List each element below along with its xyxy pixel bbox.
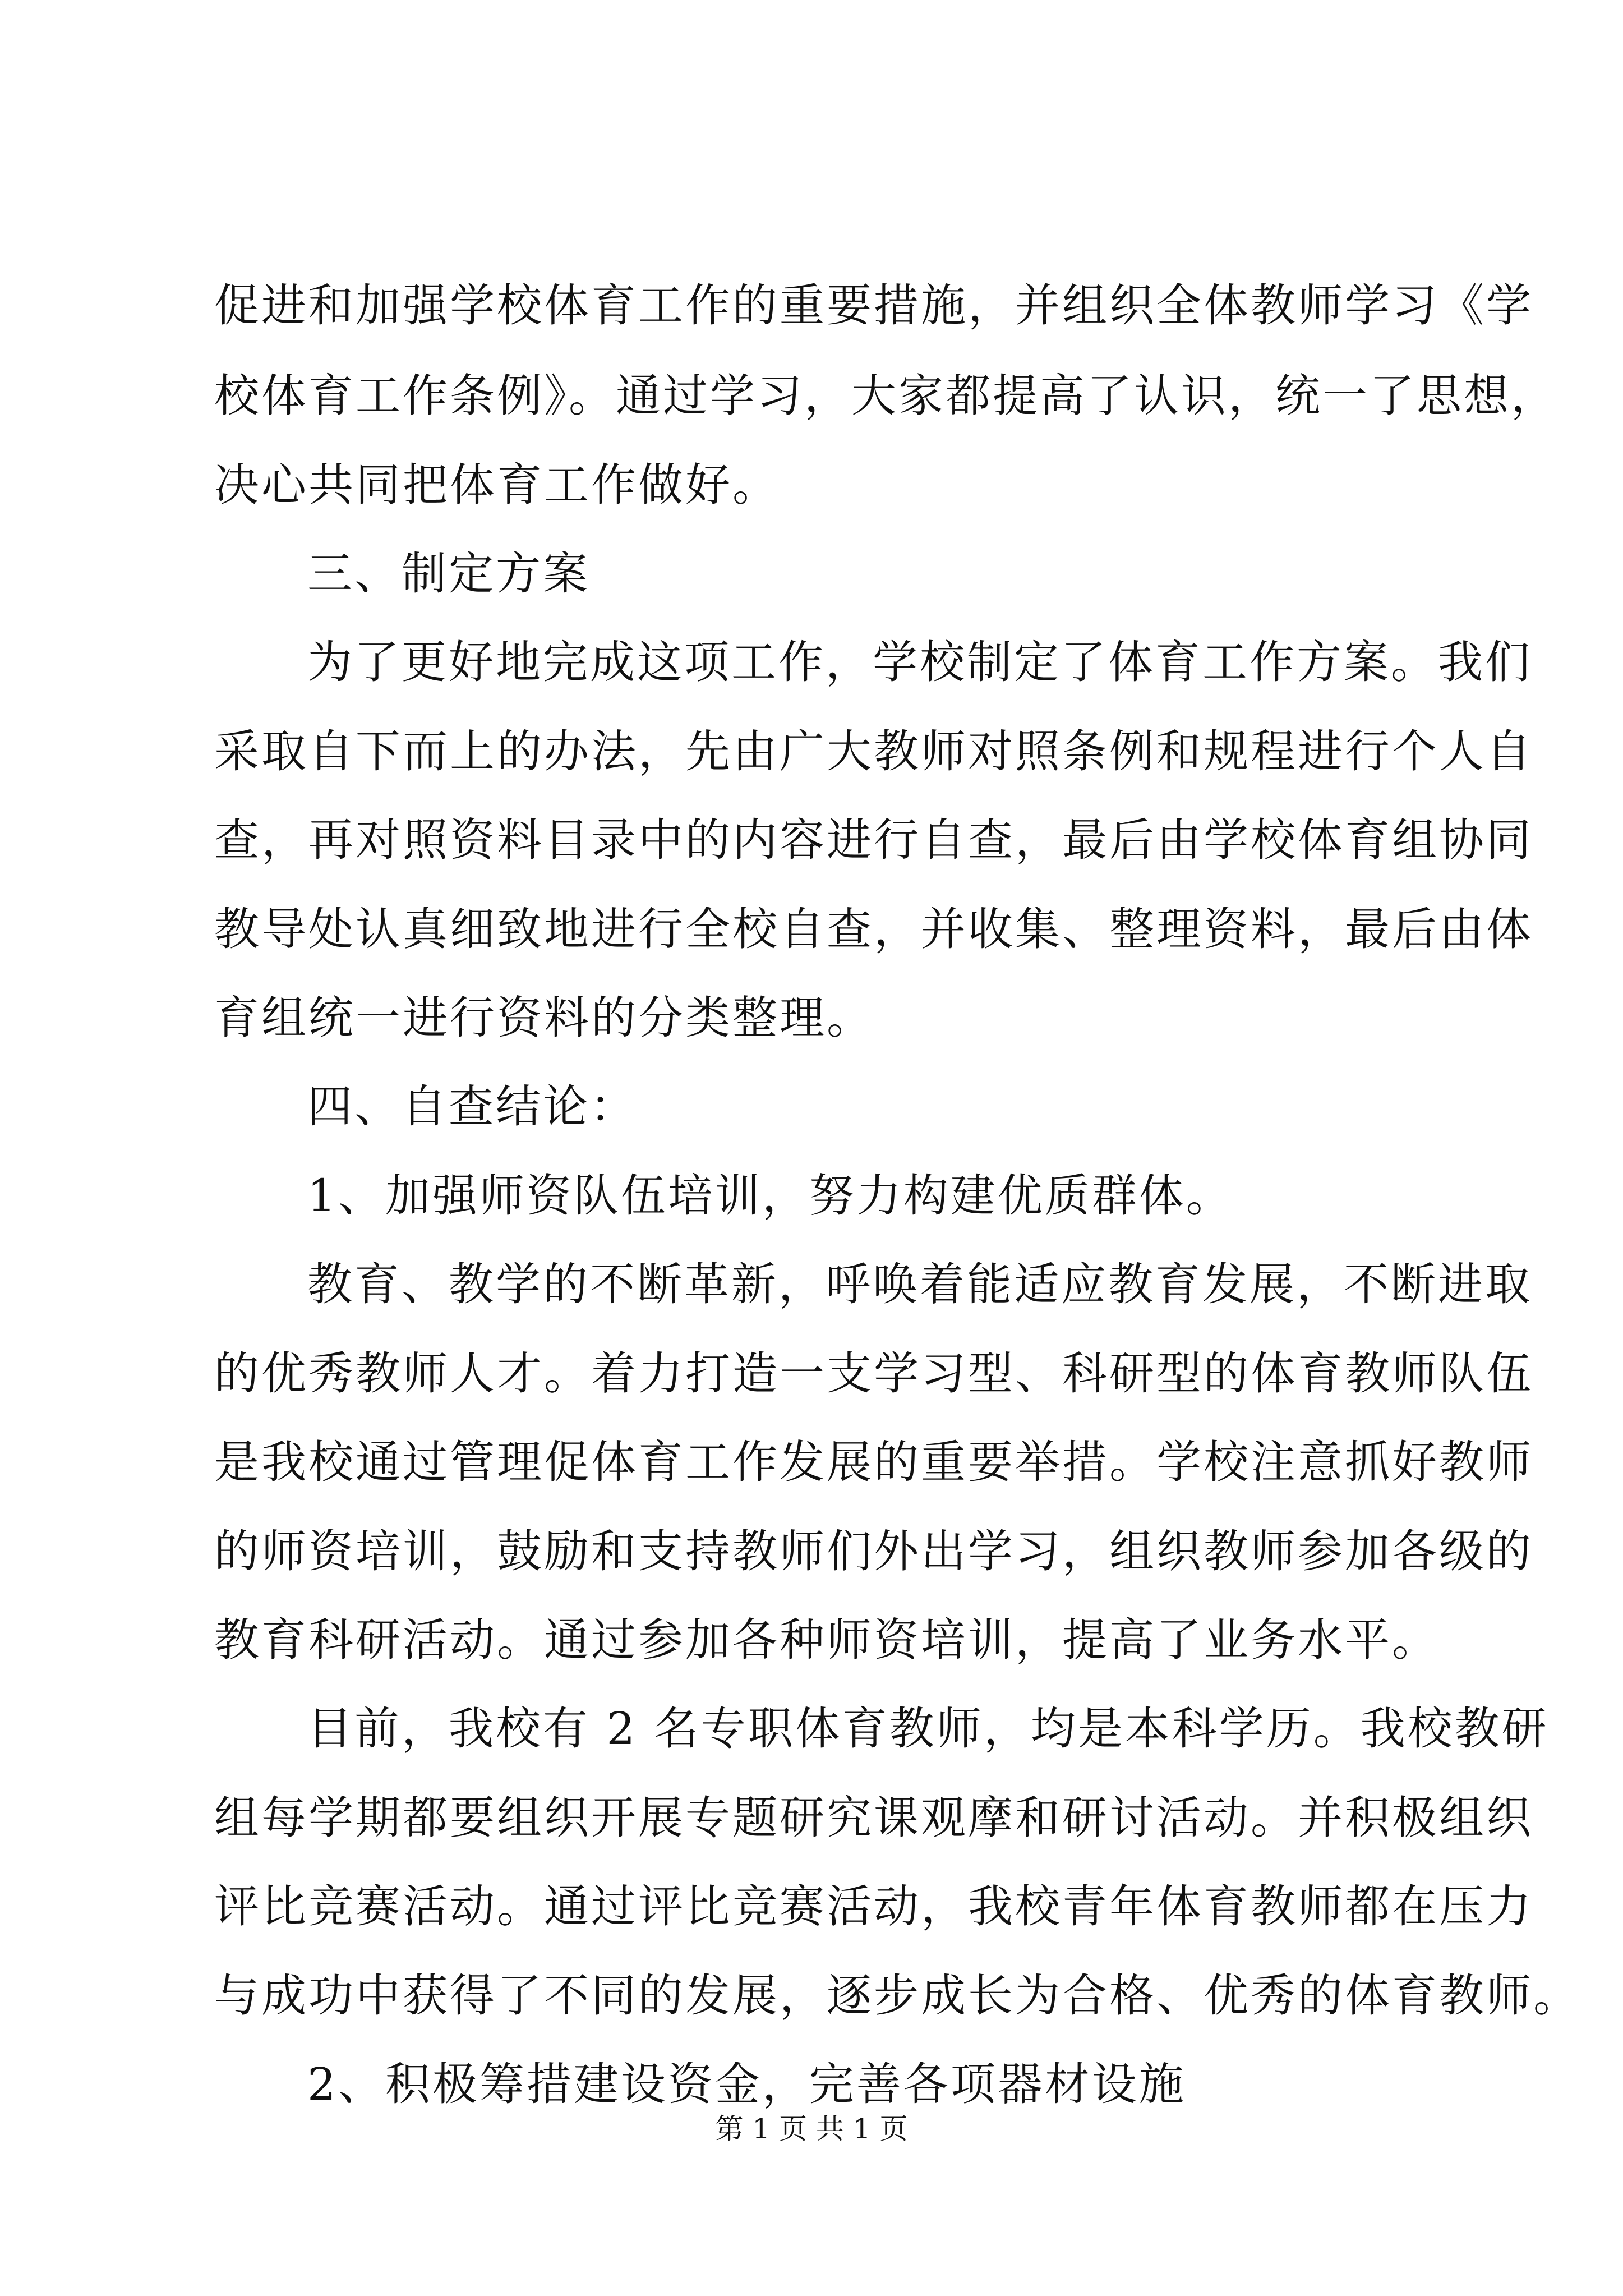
text-line: 教育、教学的不断革新，呼唤着能适应教育发展，不断进取	[307, 1258, 1532, 1310]
text-line: 为了更好地完成这项工作，学校制定了体育工作方案。我们	[307, 636, 1532, 688]
subsection-heading: 1、加强师资队伍培训，努力构建优质群体。	[307, 1170, 1233, 1222]
text-line: 目前，我校有 2 名专职体育教师，均是本科学历。我校教研	[307, 1703, 1549, 1755]
text-line: 是我校通过管理促体育工作发展的重要举措。学校注意抓好教师	[214, 1436, 1533, 1488]
text-line: 组每学期都要组织开展专题研究课观摩和研讨活动。并积极组织	[214, 1792, 1533, 1844]
text-line: 教导处认真细致地进行全校自查，并收集、整理资料，最后由体	[214, 903, 1533, 955]
section-heading: 三、制定方案	[307, 547, 590, 600]
page-footer: 第 1 页 共 1 页	[715, 2113, 908, 2145]
text-line: 决心共同把体育工作做好。	[214, 459, 780, 511]
subsection-heading: 2、积极筹措建设资金，完善各项器材设施	[307, 2058, 1186, 2110]
section-heading: 四、自查结论：	[307, 1080, 637, 1133]
text-line: 评比竞赛活动。通过评比竞赛活动，我校青年体育教师都在压力	[214, 1880, 1533, 1932]
text-line: 的优秀教师人才。着力打造一支学习型、科研型的体育教师队伍	[214, 1347, 1533, 1400]
text-line: 育组统一进行资料的分类整理。	[214, 992, 874, 1044]
text-line: 与成功中获得了不同的发展，逐步成长为合格、优秀的体育教师。	[214, 1970, 1580, 2022]
text-line: 校体育工作条例》。通过学习，大家都提高了认识，统一了思想，	[214, 370, 1558, 422]
text-line: 教育科研活动。通过参加各种师资培训，提高了业务水平。	[214, 1614, 1439, 1666]
text-line: 的师资培训，鼓励和支持教师们外出学习，组织教师参加各级的	[214, 1525, 1533, 1577]
text-line: 促进和加强学校体育工作的重要措施，并组织全体教师学习《学	[214, 279, 1533, 332]
text-line: 查，再对照资料目录中的内容进行自查，最后由学校体育组协同	[214, 814, 1533, 866]
text-line: 采取自下而上的办法，先由广大教师对照条例和规程进行个人自	[214, 725, 1533, 777]
